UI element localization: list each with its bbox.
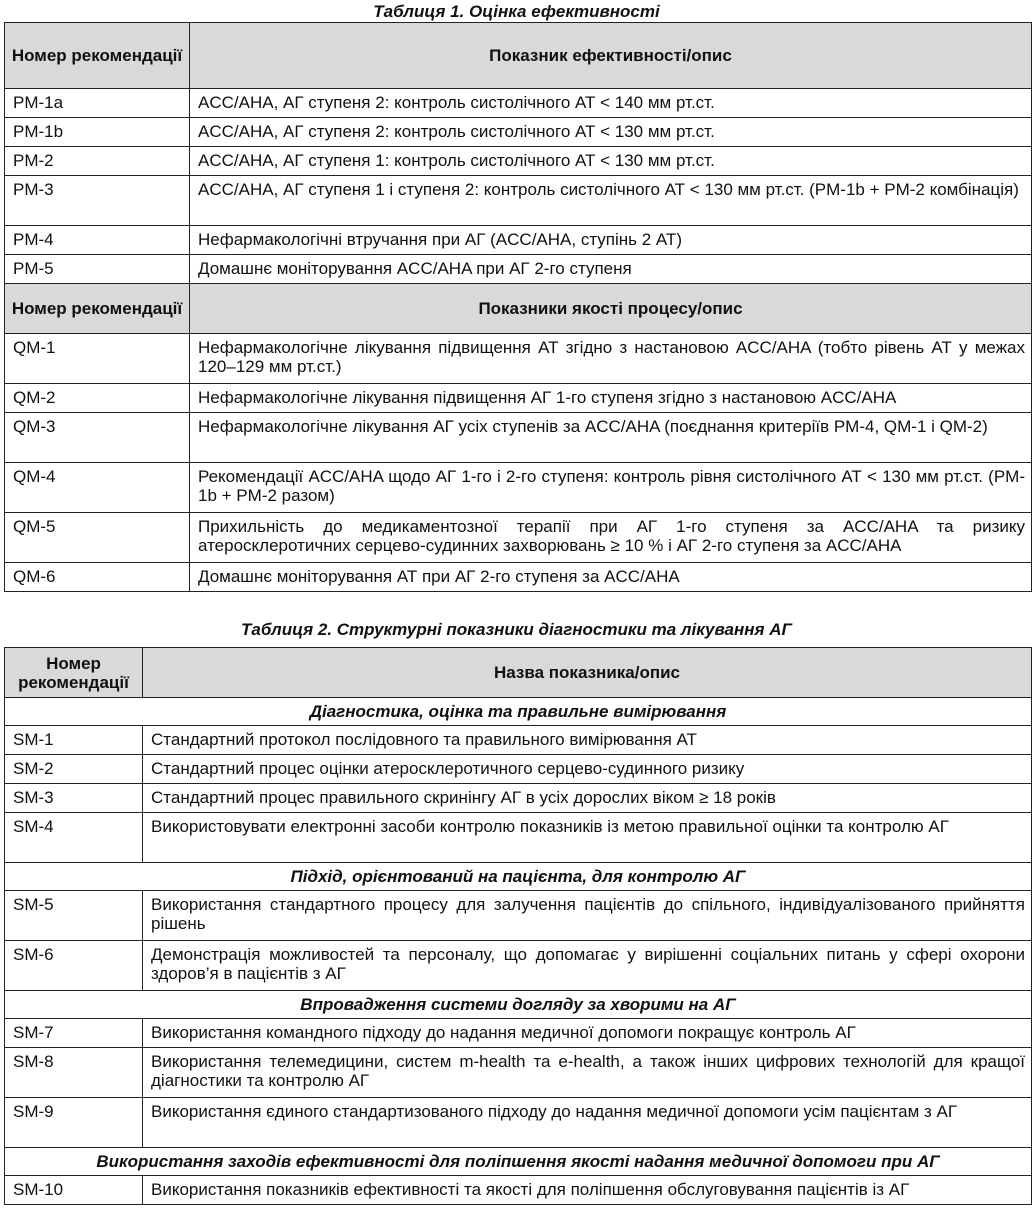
row-code: PM-1b [5, 118, 190, 147]
row-text: Стандартний процес правильного скринінгу АГ в усіх дорослих віком ≥ 18 років [143, 784, 1032, 813]
table-row [5, 563, 1032, 592]
row-code: QM-3 [5, 413, 190, 463]
table-row [5, 118, 1032, 147]
row-text: Використання показників ефективності та якості для поліпшення обслуговування пацієнтів із АГ [143, 1176, 1032, 1205]
row-code: SM-9 [5, 1098, 143, 1148]
row-code: SM-3 [5, 784, 143, 813]
row-code: SM-8 [5, 1048, 143, 1098]
table-row [5, 1098, 1032, 1148]
table-row [5, 226, 1032, 255]
table1-header-indicator: Показник ефективності/опис [190, 23, 1032, 89]
table-row [5, 941, 1032, 991]
row-text: Демонстрація можливостей та персоналу, що допомагає у вирішенні соціальних питань у сфері охорони здоров’я в пацієнтів з АГ [143, 941, 1032, 991]
table-row [5, 784, 1032, 813]
row-text: Нефармакологічне лікування АГ усіх ступенів за ACC/AHA (поєднання критеріїв PM-4, QM-1 і QM-2) [190, 413, 1032, 463]
table-row [5, 176, 1032, 226]
row-code: SM-10 [5, 1176, 143, 1205]
row-code: QM-4 [5, 463, 190, 513]
row-code: SM-2 [5, 755, 143, 784]
row-code: SM-5 [5, 891, 143, 941]
table1-caption: Таблиця 1. Оцінка ефективності [373, 2, 660, 21]
row-code: SM-1 [5, 726, 143, 755]
row-code: QM-6 [5, 563, 190, 592]
table2-header-number: Номер рекомендації [5, 648, 143, 698]
row-code: PM-3 [5, 176, 190, 226]
row-text: Використовувати електронні засоби контролю показників із метою правильної оцінки та контролю АГ [143, 813, 1032, 863]
row-code: SM-6 [5, 941, 143, 991]
table-row [5, 147, 1032, 176]
table-row [5, 255, 1032, 284]
row-code: QM-5 [5, 513, 190, 563]
table-row [5, 813, 1032, 863]
row-text: Стандартний протокол послідовного та правильного вимірювання АТ [143, 726, 1032, 755]
row-code: PM-2 [5, 147, 190, 176]
row-code: PM-4 [5, 226, 190, 255]
section-row [5, 698, 1032, 726]
row-text: Нефармакологічні втручання при АГ (ACC/AHA, ступінь 2 АТ) [190, 226, 1032, 255]
section-title: Впровадження системи догляду за хворими на АГ [5, 991, 1032, 1019]
table-row [5, 463, 1032, 513]
row-code: QM-1 [5, 334, 190, 384]
table2-header-name: Назва показника/опис [143, 648, 1032, 698]
table-row [5, 1176, 1032, 1205]
table-row [5, 413, 1032, 463]
row-text: Нефармакологічне лікування підвищення АТ згідно з настановою ACC/AHA (тобто рівень АТ у межах 120–129 мм рт.ст.) [190, 334, 1032, 384]
table-row [5, 1048, 1032, 1098]
row-text: Використання командного підходу до надання медичної допомоги покращує контроль АГ [143, 1019, 1032, 1048]
table1-header-number: Номер рекомендації [5, 23, 190, 89]
section-row [5, 1148, 1032, 1176]
table2 [4, 647, 1032, 1205]
table1-header-row [5, 23, 1032, 89]
table1-header-row-2 [5, 284, 1032, 334]
row-text: Використання стандартного процесу для залучення пацієнтів до спільного, індивідуалізованого прийняття рішень [143, 891, 1032, 941]
table2-caption: Таблиця 2. Структурні показники діагностики та лікування АГ [241, 620, 792, 639]
row-code: SM-4 [5, 813, 143, 863]
table1-header-number-2: Номер рекомендації [5, 284, 190, 334]
table1 [4, 22, 1032, 592]
section-title: Підхід, орієнтований на пацієнта, для контролю АГ [5, 863, 1032, 891]
row-text: Використання телемедицини, систем m-health та e-health, а також інших цифрових технологій для кращої діагностики та контролю АГ [143, 1048, 1032, 1098]
section-title: Діагностика, оцінка та правильне вимірювання [5, 698, 1032, 726]
row-code: QM-2 [5, 384, 190, 413]
section-row [5, 863, 1032, 891]
row-code: PM-5 [5, 255, 190, 284]
row-text: Прихильність до медикаментозної терапії при АГ 1-го ступеня за ACC/AHA та ризику атеросклеротичних серцево-судинних захворювань ≥ 10 % і АГ 2-го ступеня за ACC/AHA [190, 513, 1032, 563]
row-text: ACC/AHA, АГ ступеня 2: контроль систолічного АТ < 140 мм рт.ст. [190, 89, 1032, 118]
row-code: SM-7 [5, 1019, 143, 1048]
table-row [5, 334, 1032, 384]
row-text: ACC/AHA, АГ ступеня 1 і ступеня 2: контроль систолічного АТ < 130 мм рт.ст. (PM-1b + PM-2 комбінація) [190, 176, 1032, 226]
table-row [5, 89, 1032, 118]
section-title: Використання заходів ефективності для поліпшення якості надання медичної допомоги при АГ [5, 1148, 1032, 1176]
table-row [5, 891, 1032, 941]
table2-header-row [5, 648, 1032, 698]
row-code: PM-1a [5, 89, 190, 118]
row-text: Домашнє моніторування АТ при АГ 2-го ступеня за ACC/AHA [190, 563, 1032, 592]
table-row [5, 1019, 1032, 1048]
row-text: Нефармакологічне лікування підвищення АГ 1-го ступеня згідно з настановою ACC/AHA [190, 384, 1032, 413]
table-row [5, 755, 1032, 784]
section-row [5, 991, 1032, 1019]
table-row [5, 384, 1032, 413]
table-row [5, 726, 1032, 755]
row-text: ACC/AHA, АГ ступеня 1: контроль систолічного АТ < 130 мм рт.ст. [190, 147, 1032, 176]
row-text: Стандартний процес оцінки атеросклеротичного серцево-судинного ризику [143, 755, 1032, 784]
table-row [5, 513, 1032, 563]
row-text: Рекомендації ACC/AHA щодо АГ 1-го і 2-го ступеня: контроль рівня систолічного АТ < 130 мм рт.ст. (PM-1b + PM-2 разом) [190, 463, 1032, 513]
row-text: Домашнє моніторування ACC/AHA при АГ 2-го ступеня [190, 255, 1032, 284]
row-text: ACC/AHA, АГ ступеня 2: контроль систолічного АТ < 130 мм рт.ст. [190, 118, 1032, 147]
table1-header-quality: Показники якості процесу/опис [190, 284, 1032, 334]
row-text: Використання єдиного стандартизованого підходу до надання медичної допомоги усім пацієнтам з АГ [143, 1098, 1032, 1148]
